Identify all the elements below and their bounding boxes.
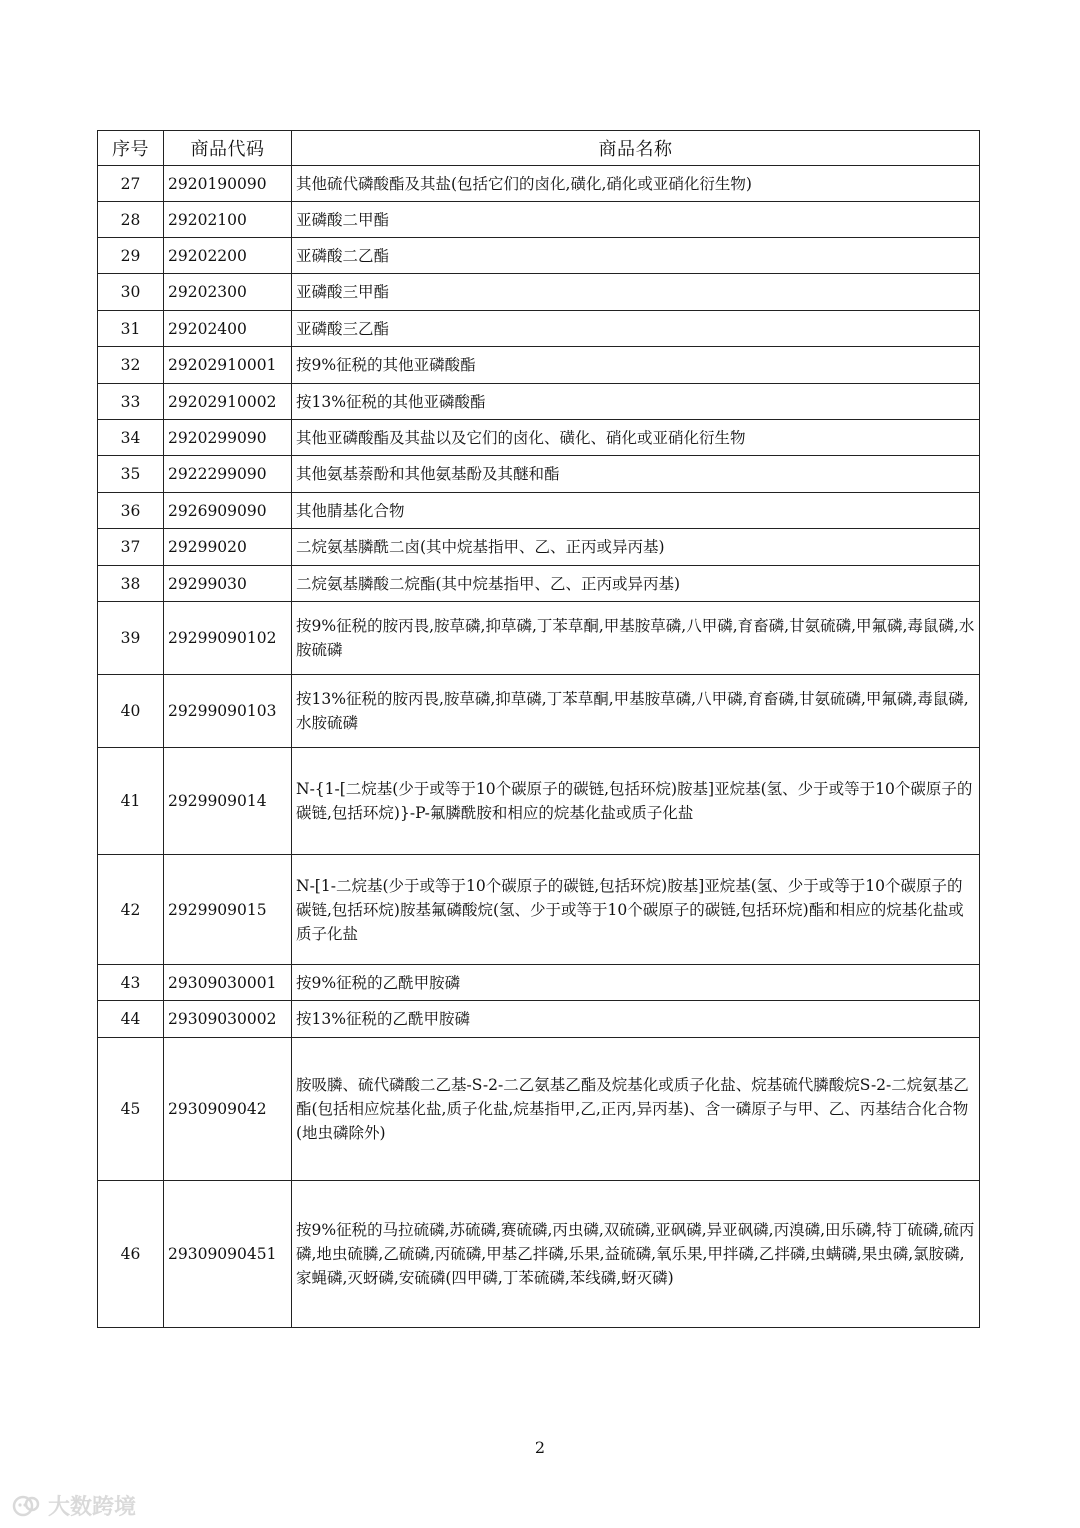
cell-name: 其他腈基化合物 bbox=[292, 493, 980, 529]
cell-name: N-[1-二烷基(少于或等于10个碳原子的碳链,包括环烷)胺基]亚烷基(氢、少于或等于10个碳原子的碳链,包括环烷)胺基氟磷酸烷(氢、少于或等于10个碳原子的碳链,包括环烷)酯和相应的烷基化盐或质子化盐 bbox=[292, 855, 980, 965]
cell-name: 二烷氨基膦酸二烷酯(其中烷基指甲、乙、正丙或异丙基) bbox=[292, 566, 980, 602]
cell-seq: 38 bbox=[98, 566, 164, 602]
header-code: 商品代码 bbox=[164, 131, 292, 166]
table-row bbox=[98, 748, 980, 855]
watermark-logo-icon bbox=[12, 1494, 42, 1518]
table-row bbox=[98, 675, 980, 748]
cell-seq: 31 bbox=[98, 311, 164, 347]
cell-seq: 44 bbox=[98, 1001, 164, 1038]
cell-code: 29299030 bbox=[164, 566, 292, 602]
cell-seq: 29 bbox=[98, 238, 164, 274]
watermark-text: 大数跨境 bbox=[48, 1495, 137, 1520]
cell-code: 2922299090 bbox=[164, 456, 292, 493]
cell-name: 按9%征税的其他亚磷酸酯 bbox=[292, 347, 980, 384]
cell-seq: 32 bbox=[98, 347, 164, 384]
cell-code: 29202100 bbox=[164, 202, 292, 238]
commodity-table bbox=[97, 130, 980, 1328]
table-body bbox=[98, 166, 980, 1328]
cell-code: 29202910002 bbox=[164, 384, 292, 420]
cell-seq: 39 bbox=[98, 602, 164, 675]
cell-name: 按13%征税的胺丙畏,胺草磷,抑草磷,丁苯草酮,甲基胺草磷,八甲磷,育畜磷,甘氨硫磷,甲氟磷,毒鼠磷,水胺硫磷 bbox=[292, 675, 980, 748]
table-row bbox=[98, 493, 980, 529]
cell-seq: 42 bbox=[98, 855, 164, 965]
cell-code: 29202200 bbox=[164, 238, 292, 274]
cell-code: 29299020 bbox=[164, 529, 292, 566]
table-row bbox=[98, 602, 980, 675]
cell-seq: 28 bbox=[98, 202, 164, 238]
cell-code: 2929909015 bbox=[164, 855, 292, 965]
cell-seq: 43 bbox=[98, 965, 164, 1001]
cell-name: 胺吸膦、硫代磷酸二乙基-S-2-二乙氨基乙酯及烷基化或质子化盐、烷基硫代膦酸烷S-2-二烷氨基乙酯(包括相应烷基化盐,质子化盐,烷基指甲,乙,正丙,异丙基)、含一磷原子与甲、乙、丙基结合化合物(地虫磷除外) bbox=[292, 1038, 980, 1181]
table-row bbox=[98, 384, 980, 420]
cell-code: 2929909014 bbox=[164, 748, 292, 855]
cell-seq: 27 bbox=[98, 166, 164, 202]
cell-name: 其他硫代磷酸酯及其盐(包括它们的卤化,磺化,硝化或亚硝化衍生物) bbox=[292, 166, 980, 202]
cell-name: N-{1-[二烷基(少于或等于10个碳原子的碳链,包括环烷)胺基]亚烷基(氢、少于或等于10个碳原子的碳链,包括环烷)}-P-氟膦酰胺和相应的烷基化盐或质子化盐 bbox=[292, 748, 980, 855]
page-number: 2 bbox=[534, 1438, 546, 1457]
table-row bbox=[98, 420, 980, 456]
cell-name: 亚磷酸二甲酯 bbox=[292, 202, 980, 238]
cell-name: 按9%征税的乙酰甲胺磷 bbox=[292, 965, 980, 1001]
cell-seq: 37 bbox=[98, 529, 164, 566]
cell-name: 亚磷酸二乙酯 bbox=[292, 238, 980, 274]
table-row bbox=[98, 202, 980, 238]
cell-seq: 30 bbox=[98, 274, 164, 311]
cell-seq: 35 bbox=[98, 456, 164, 493]
cell-code: 29299090102 bbox=[164, 602, 292, 675]
cell-code: 29309090451 bbox=[164, 1181, 292, 1328]
cell-seq: 33 bbox=[98, 384, 164, 420]
cell-code: 29309030001 bbox=[164, 965, 292, 1001]
table-row bbox=[98, 1181, 980, 1328]
cell-seq: 40 bbox=[98, 675, 164, 748]
cell-name: 其他氨基萘酚和其他氨基酚及其醚和酯 bbox=[292, 456, 980, 493]
cell-name: 亚磷酸三甲酯 bbox=[292, 274, 980, 311]
cell-code: 29202300 bbox=[164, 274, 292, 311]
table-row bbox=[98, 566, 980, 602]
cell-name: 亚磷酸三乙酯 bbox=[292, 311, 980, 347]
table-row bbox=[98, 529, 980, 566]
table-header-row bbox=[98, 131, 980, 166]
cell-code: 2920299090 bbox=[164, 420, 292, 456]
cell-code: 29202400 bbox=[164, 311, 292, 347]
cell-code: 2930909042 bbox=[164, 1038, 292, 1181]
table-row bbox=[98, 311, 980, 347]
table-row bbox=[98, 274, 980, 311]
cell-seq: 45 bbox=[98, 1038, 164, 1181]
table-row bbox=[98, 1038, 980, 1181]
cell-name: 按13%征税的乙酰甲胺磷 bbox=[292, 1001, 980, 1038]
cell-code: 2926909090 bbox=[164, 493, 292, 529]
cell-code: 29202910001 bbox=[164, 347, 292, 384]
table-row bbox=[98, 166, 980, 202]
cell-seq: 34 bbox=[98, 420, 164, 456]
cell-name: 按9%征税的胺丙畏,胺草磷,抑草磷,丁苯草酮,甲基胺草磷,八甲磷,育畜磷,甘氨硫磷,甲氟磷,毒鼠磷,水胺硫磷 bbox=[292, 602, 980, 675]
cell-seq: 41 bbox=[98, 748, 164, 855]
watermark bbox=[12, 1490, 136, 1521]
table-row bbox=[98, 347, 980, 384]
table-row bbox=[98, 456, 980, 493]
cell-name: 其他亚磷酸酯及其盐以及它们的卤化、磺化、硝化或亚硝化衍生物 bbox=[292, 420, 980, 456]
cell-seq: 36 bbox=[98, 493, 164, 529]
cell-seq: 46 bbox=[98, 1181, 164, 1328]
header-seq: 序号 bbox=[98, 131, 164, 166]
cell-name: 按13%征税的其他亚磷酸酯 bbox=[292, 384, 980, 420]
cell-code: 29309030002 bbox=[164, 1001, 292, 1038]
table-row bbox=[98, 965, 980, 1001]
table-row bbox=[98, 1001, 980, 1038]
cell-name: 二烷氨基膦酰二卤(其中烷基指甲、乙、正丙或异丙基) bbox=[292, 529, 980, 566]
cell-code: 29299090103 bbox=[164, 675, 292, 748]
cell-name: 按9%征税的马拉硫磷,苏硫磷,赛硫磷,丙虫磷,双硫磷,亚砜磷,异亚砜磷,丙溴磷,田乐磷,特丁硫磷,硫丙磷,地虫硫膦,乙硫磷,丙硫磷,甲基乙拌磷,乐果,益硫磷,氧乐果,甲拌磷,乙拌磷,虫螨磷,果虫磷,氯胺磷,家蝇磷,灭蚜磷,安硫磷(四甲磷,丁苯硫磷,苯线磷,蚜灭磷) bbox=[292, 1181, 980, 1328]
table-row bbox=[98, 238, 980, 274]
cell-code: 2920190090 bbox=[164, 166, 292, 202]
table-row bbox=[98, 855, 980, 965]
header-name: 商品名称 bbox=[292, 131, 980, 166]
